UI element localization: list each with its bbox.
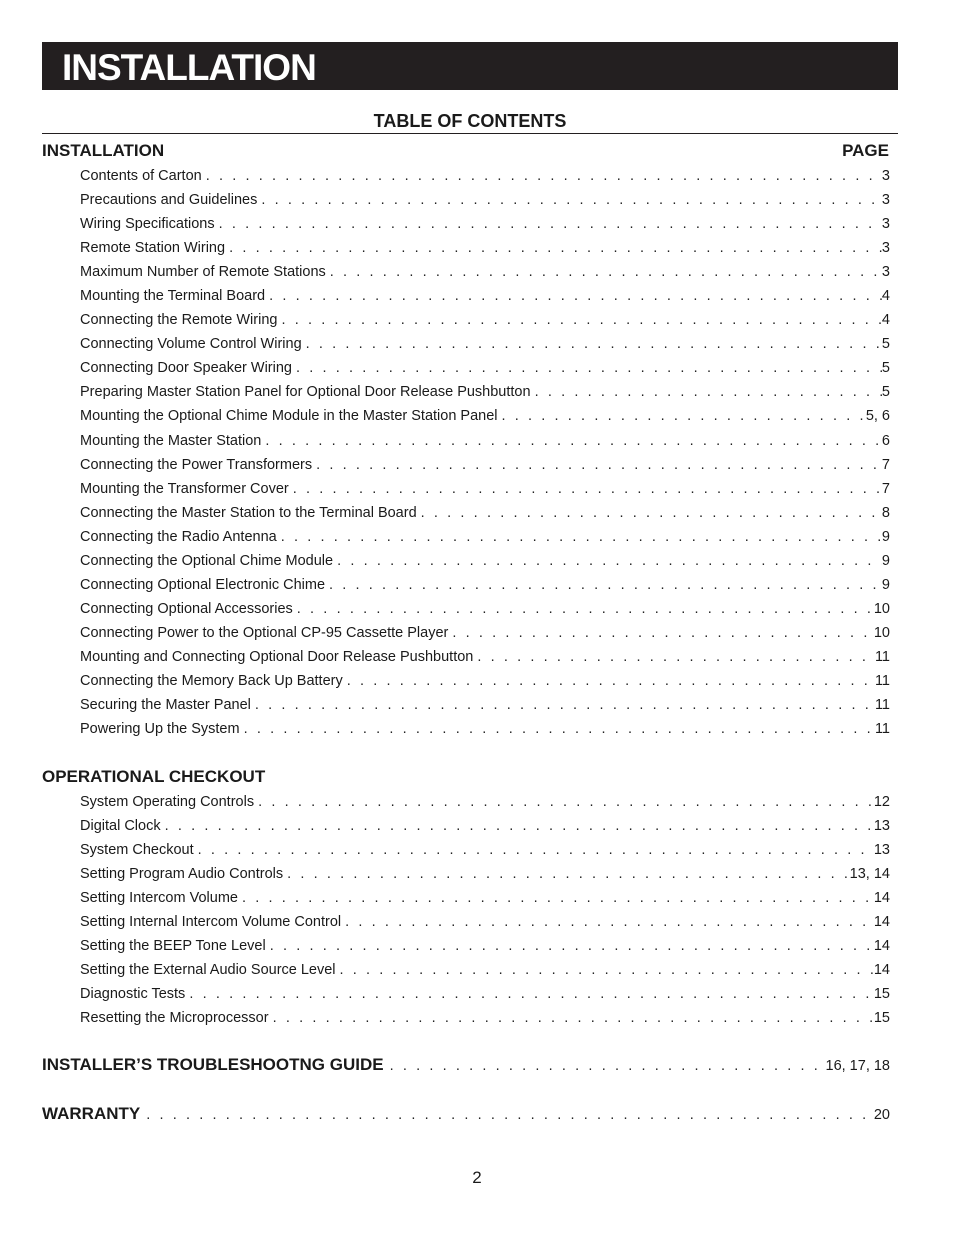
page-column-heading: PAGE [842, 141, 889, 160]
toc-entry[interactable] [80, 308, 890, 332]
toc-entry[interactable] [80, 862, 890, 886]
toc-entry-page: 10 [873, 600, 890, 617]
toc-entry-page: 14 [873, 914, 890, 931]
operational-section-heading: OPERATIONAL CHECKOUT [42, 767, 266, 786]
dot-leader [306, 332, 882, 356]
dot-leader [502, 404, 866, 428]
toc-entry-label: Connecting the Radio Antenna [80, 528, 277, 545]
dot-leader [244, 717, 875, 741]
warranty-entry[interactable] [42, 1102, 890, 1127]
banner-title: INSTALLATION [62, 47, 316, 88]
toc-entry-page: 13 [873, 842, 890, 859]
toc-entry-label: Mounting and Connecting Optional Door Release Pushbutton [80, 648, 474, 665]
toc-entry-label: Connecting the Memory Back Up Battery [80, 672, 343, 689]
toc-entry-label: System Operating Controls [80, 794, 255, 810]
toc-entry-label: Mounting the Transformer Cover [80, 480, 289, 497]
dot-leader [219, 212, 882, 236]
toc-entry[interactable] [80, 573, 890, 597]
toc-entry-page: 9 [881, 576, 890, 593]
toc-entry-page: 8 [881, 504, 890, 521]
toc-entry-label: Connecting the Optional Chime Module [80, 552, 334, 569]
toc-entry-label: Contents of Carton [80, 168, 202, 184]
dot-leader [345, 910, 874, 934]
toc-entry-label: System Checkout [80, 842, 194, 859]
toc-entry[interactable] [80, 934, 890, 958]
toc-entry-page: 9 [881, 552, 890, 569]
dot-leader [270, 934, 874, 958]
dot-leader [146, 1103, 874, 1127]
toc-entry[interactable] [80, 597, 890, 621]
toc-entry-label: Maximum Number of Remote Stations [80, 264, 326, 281]
toc-entry[interactable] [80, 332, 890, 356]
toc-entry[interactable] [80, 260, 890, 284]
toc-entry-page: 7 [881, 456, 890, 473]
toc-entry[interactable] [80, 838, 890, 862]
toc-entry-label: Setting the BEEP Tone Level [80, 938, 266, 955]
toc-entry[interactable] [80, 693, 890, 717]
dot-leader [329, 573, 882, 597]
toc-entry-label: Setting Internal Intercom Volume Control [80, 914, 342, 931]
dot-leader [189, 982, 874, 1006]
toc-entry-label: Powering Up the System [80, 721, 240, 738]
toc-entry[interactable] [80, 356, 890, 380]
dot-leader [297, 597, 874, 621]
toc-entry[interactable] [80, 453, 890, 477]
page-number: 2 [472, 1168, 482, 1187]
toc-entry[interactable] [80, 717, 890, 741]
dot-leader [330, 260, 882, 284]
toc-entry-page: 3 [881, 240, 890, 257]
toc-entry[interactable] [80, 429, 890, 453]
toc-entry-page: 3 [881, 264, 890, 281]
toc-entry[interactable] [80, 477, 890, 501]
toc-entry[interactable] [80, 1006, 890, 1030]
toc-entry[interactable] [80, 404, 890, 428]
toc-entry-label: Connecting Optional Accessories [80, 600, 293, 617]
toc-entry-label: Connecting Power to the Optional CP-95 Cassette Player [80, 624, 449, 641]
section-banner [42, 42, 898, 90]
toc-entry-page: 12 [873, 794, 890, 810]
toc-entry-label: Setting Program Audio Controls [80, 866, 284, 883]
toc-entry[interactable] [80, 164, 890, 188]
toc-entry-label: Preparing Master Station Panel for Optional Door Release Pushbutton [80, 384, 531, 401]
toc-entry[interactable] [80, 380, 890, 404]
dot-leader [452, 621, 874, 645]
toc-entry-page: 11 [874, 697, 890, 714]
toc-entry-page: 5, 6 [865, 408, 890, 425]
dot-leader [281, 308, 881, 332]
installation-entries [80, 164, 890, 741]
toc-entry[interactable] [80, 212, 890, 236]
toc-entry-page: 14 [873, 962, 890, 979]
toc-entry[interactable] [80, 814, 890, 838]
troubleshooting-page: 16, 17, 18 [825, 1058, 890, 1074]
toc-entry-label: Setting the External Audio Source Level [80, 962, 336, 979]
toc-entry[interactable] [80, 501, 890, 525]
toc-entry-label: Diagnostic Tests [80, 986, 186, 1003]
toc-entry[interactable] [80, 669, 890, 693]
toc-entry-page: 3 [881, 192, 890, 209]
toc-entry-page: 5 [881, 336, 890, 353]
dot-leader [535, 380, 882, 404]
dot-leader [421, 501, 882, 525]
dot-leader [229, 236, 882, 260]
installation-section-heading: INSTALLATION [42, 141, 165, 160]
toc-entry-page: 15 [873, 1010, 890, 1027]
toc-entry-label: Connecting Door Speaker Wiring [80, 360, 292, 377]
dot-leader [198, 838, 874, 862]
dot-leader [390, 1054, 826, 1078]
toc-entry-page: 10 [873, 624, 890, 641]
dot-leader [265, 429, 882, 453]
toc-entry-label: Connecting Volume Control Wiring [80, 336, 302, 353]
dot-leader [287, 862, 850, 886]
toc-entry-page: 9 [881, 528, 890, 545]
troubleshooting-entry[interactable] [42, 1053, 890, 1078]
dot-leader [261, 188, 882, 212]
toc-entry-page: 5 [881, 360, 890, 377]
toc-entry-page: 11 [874, 721, 890, 738]
toc-entry-label: Mounting the Terminal Board [80, 288, 266, 305]
operational-entries [80, 790, 890, 1030]
toc-entry[interactable] [80, 549, 890, 573]
toc-entry-label: Mounting the Optional Chime Module in the Master Station Panel [80, 408, 498, 425]
toc-entry-page: 3 [881, 168, 890, 184]
toc-entry-label: Connecting the Remote Wiring [80, 312, 278, 329]
toc-entry-page: 11 [874, 648, 890, 665]
toc-entry-label: Securing the Master Panel [80, 697, 251, 714]
toc-entry-label: Resetting the Microprocessor [80, 1010, 269, 1027]
dot-leader [281, 525, 882, 549]
toc-entry-page: 14 [873, 938, 890, 955]
toc-entry[interactable] [80, 790, 890, 814]
dot-leader [269, 284, 882, 308]
toc-entry-label: Mounting the Master Station [80, 432, 262, 449]
dot-leader [477, 645, 875, 669]
toc-entry-label: Connecting the Master Station to the Terminal Board [80, 504, 417, 521]
dot-leader [273, 1006, 874, 1030]
dot-leader [206, 164, 882, 188]
toc-entry[interactable] [80, 188, 890, 212]
dot-leader [258, 790, 874, 814]
toc-entry-label: Precautions and Guidelines [80, 192, 258, 209]
toc-entry-page: 13, 14 [849, 866, 890, 883]
toc-entry-label: Connecting the Power Transformers [80, 456, 313, 473]
toc-entry-page: 3 [881, 216, 890, 233]
toc-entry[interactable] [80, 910, 890, 934]
dot-leader [347, 669, 875, 693]
warranty-label: WARRANTY [42, 1104, 141, 1123]
toc-entry-page: 4 [881, 288, 890, 305]
dot-leader [255, 693, 875, 717]
toc-entry-page: 11 [874, 672, 890, 689]
dot-leader [316, 453, 882, 477]
toc-entry[interactable] [80, 958, 890, 982]
toc-entry-page: 15 [873, 986, 890, 1003]
dot-leader [242, 886, 874, 910]
toc-entry[interactable] [80, 645, 890, 669]
toc-entry-page: 6 [881, 432, 890, 449]
toc-entry[interactable] [80, 982, 890, 1006]
toc-entry-label: Wiring Specifications [80, 216, 215, 233]
toc-entry-label: Remote Station Wiring [80, 240, 226, 257]
toc-entry-label: Digital Clock [80, 818, 161, 835]
dot-leader [293, 477, 882, 501]
toc-entry[interactable] [80, 621, 890, 645]
toc-entry-page: 7 [881, 480, 890, 497]
dot-leader [337, 549, 882, 573]
toc-entry-page: 13 [873, 818, 890, 835]
toc-entry[interactable] [80, 886, 890, 910]
toc-entry[interactable] [80, 236, 890, 260]
toc-entry-label: Connecting Optional Electronic Chime [80, 576, 326, 593]
toc-entry-page: 4 [881, 312, 890, 329]
toc-entry-label: Setting Intercom Volume [80, 890, 238, 907]
troubleshooting-label: INSTALLER’S TROUBLESHOOTNG GUIDE [42, 1055, 384, 1074]
dot-leader [296, 356, 882, 380]
heading-rule [42, 133, 898, 134]
toc-entry[interactable] [80, 284, 890, 308]
toc-entry-page: 5 [881, 384, 890, 401]
dot-leader [340, 958, 874, 982]
toc-entry[interactable] [80, 525, 890, 549]
toc-heading: TABLE OF CONTENTS [373, 111, 567, 131]
toc-entry-page: 14 [873, 890, 890, 907]
dot-leader [165, 814, 874, 838]
warranty-page: 20 [873, 1107, 890, 1123]
